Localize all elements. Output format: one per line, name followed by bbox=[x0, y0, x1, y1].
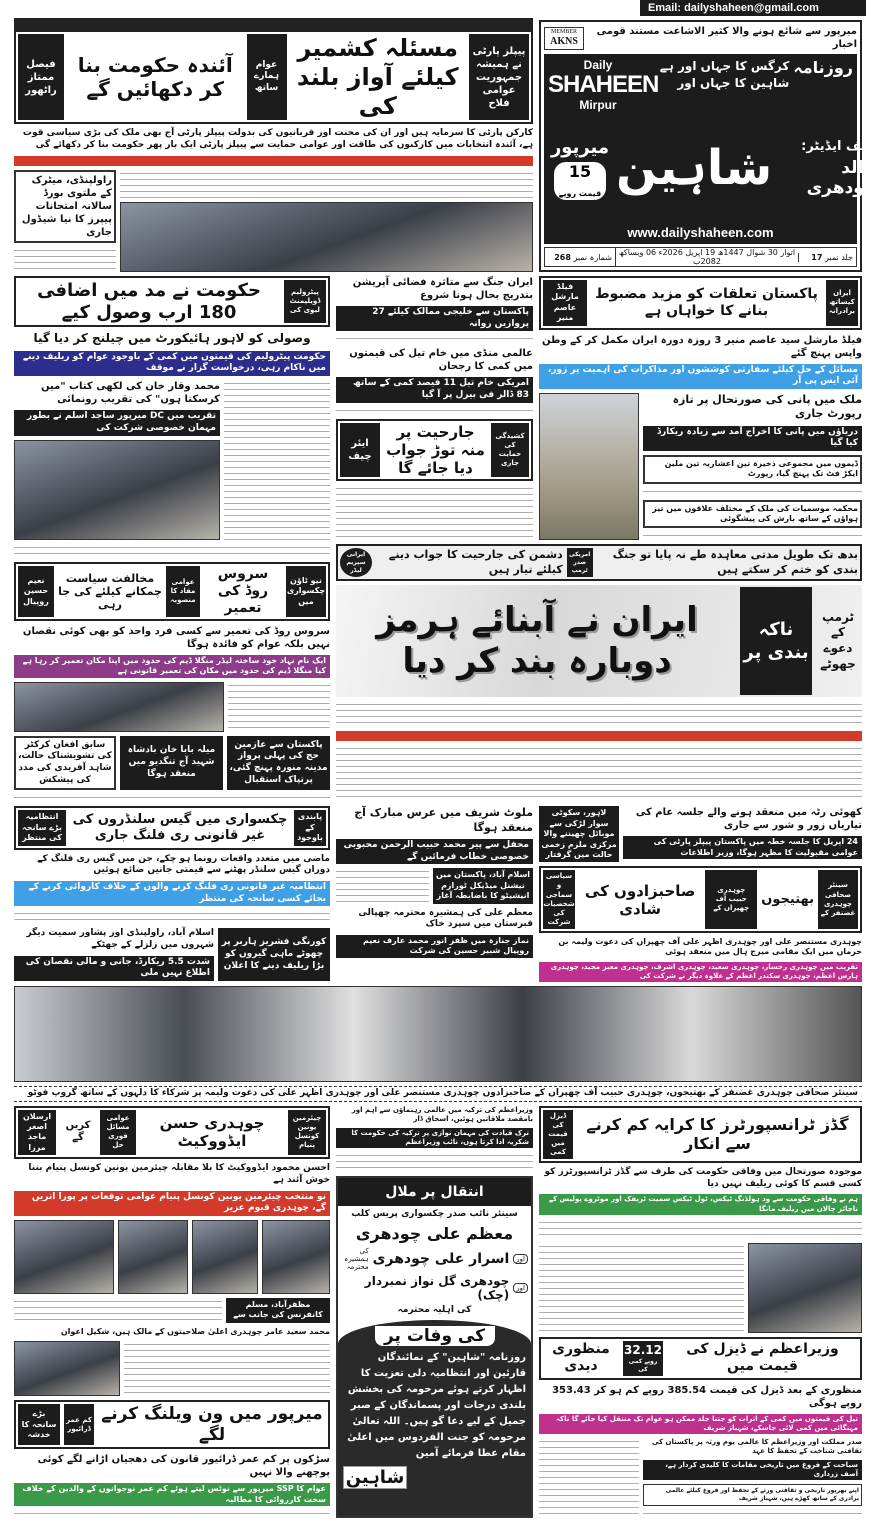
diesel-amount: 32.12 bbox=[624, 1342, 662, 1357]
iran-strap-box bbox=[336, 544, 862, 581]
news-text bbox=[14, 247, 116, 272]
left-column bbox=[14, 1106, 330, 1518]
portraits-row bbox=[14, 1220, 330, 1294]
field-marshal-photo bbox=[539, 393, 639, 541]
transport-headline-box bbox=[539, 1106, 862, 1163]
water-column bbox=[643, 393, 862, 541]
water-row bbox=[539, 393, 862, 541]
news-text bbox=[14, 910, 330, 924]
issue-number: 268 bbox=[554, 252, 571, 262]
left-column bbox=[14, 544, 330, 802]
wedding-tag-2: چوہدری حبیب آف چھپراں کے bbox=[705, 870, 757, 929]
left-column bbox=[14, 806, 330, 981]
iran-side-tag: ٹرمپ کے دعوے جھوٹے bbox=[820, 609, 856, 671]
wedding-headline: بھتیجوں bbox=[761, 891, 814, 907]
wedding-bar: تقریب میں چوہدری رخسار، چوہدری سعید، چوہدری اشرف، چوہدری معیز مجید، چوہدری ہارس اعظم، چوہدری سکندر اعظم کے علاوہ دیگر نے شرکت کی bbox=[539, 962, 862, 982]
book-launch-photo bbox=[14, 440, 220, 541]
obituary-line-5: کی اہلیہ محترمہ bbox=[397, 1305, 472, 1316]
obituary-ad bbox=[336, 1176, 533, 1518]
middle-column bbox=[336, 806, 533, 981]
news-text bbox=[14, 544, 330, 558]
air-chief-headline: جارحیت پر منہ توڑ جواب دیا جائے گا bbox=[386, 422, 485, 477]
volume-label: جلد نمبر bbox=[824, 252, 853, 262]
date-row bbox=[544, 247, 857, 267]
price-label: قیمت روپے bbox=[558, 189, 602, 199]
obituary-line-6: کی وفات پر bbox=[375, 1326, 495, 1346]
burial-headline: معظم علی کی ہمشیرہ محترمہ چھپالی قبرستان میں سپرد خاک bbox=[358, 907, 533, 930]
photo-column bbox=[120, 170, 533, 272]
news-text bbox=[228, 682, 330, 732]
service-road-photo-row bbox=[14, 682, 330, 732]
advocate-side-tag: ارسلان اصغر ماجد مرزا bbox=[18, 1110, 56, 1156]
service-road-photo bbox=[14, 682, 224, 732]
water-bar: دریاؤں میں پانی کا اخراج آمد سے زیادہ ریکارڈ کیا گیا bbox=[643, 426, 862, 451]
board-exams-headline: راولپنڈی، میٹرک کے ملتوی بورڈ سالانہ امتحانات پیپرز کا نیا شیڈول جاری bbox=[14, 170, 116, 243]
heritage-box: اپنے بھرپور تاریخی و ثقافتی ورثے کے تحفظ اور فروغ کیلئے عالمی برادری کے ساتھ کھڑے ہیں، شہباز شریف bbox=[643, 1484, 862, 1506]
khoi-ratta-headline: کھوئی رٹہ میں منعقد ہونے والے جلسہ عام کی تیاریاں زور و شور سے جاری bbox=[635, 807, 862, 832]
news-text bbox=[336, 1152, 533, 1172]
heritage-row bbox=[539, 1438, 862, 1518]
wedding-side-tag: سیاسی و سماجی شخصیات کی شرکت bbox=[543, 870, 575, 929]
gas-headline: چکسواری میں گیس سلنڈروں کی غیر قانونی ری فلنگ جاری bbox=[72, 812, 288, 843]
group-photo-caption: سینئر صحافی چوہدری غضنفر کے بھتیجوں، چوہدری حبیب آف چھپراں کے صاحبزادوں چوہدری مستنصر علی اور چوہدری اظہر علی کی دعوت ولیمہ پر شرکاء کا دلہوں کے ساتھ گروپ فوٹو bbox=[14, 1086, 862, 1102]
service-road-side-tag: نعیم حسین روپیال bbox=[18, 566, 54, 616]
news-text bbox=[539, 1438, 639, 1518]
news-text bbox=[643, 488, 862, 496]
top-banner-summary: کارکن پارٹی کا سرمایہ ہیں اور ان کی محنت اور قربانیوں کی بدولت پیپلز پارٹی آج بھی ملک کی بڑی سیاسی قوت ہے، آئندہ انتخابات میں کارکنوں کی طاقت اور عوامی حمایت سے پیپلز پارٹی ایک بار پھر حکومت بنا کر دکھائے گی bbox=[22, 128, 533, 151]
pak-iran-bar: مسائل کے حل کیلئے سفارتی کوششوں اور مذاکرات کی اہمیت پر زور، آئی ایس پی آر bbox=[539, 364, 862, 389]
air-chief-side-tag: ایئر چیف bbox=[340, 423, 380, 477]
obituary-row-3 bbox=[338, 1274, 531, 1302]
news-text bbox=[336, 868, 429, 903]
top-banner-left-tag: پیپلز پارٹی نے ہمیشہ جمہوریت عوامی فلاح bbox=[469, 34, 529, 120]
obituary-relation: کی ہمشیرہ محترمہ bbox=[344, 1247, 369, 1272]
oil-bar: امریکی خام تیل 11 فیصد کمی کے ساتھ 83 ڈالر فی بیرل پر آ گیا bbox=[336, 377, 533, 402]
lahore-headline: لاہور، سکوٹی سوار لڑکی سے موبائل چھیننے والا مرکزی ملزم زخمی حالت میں گرفتار bbox=[539, 806, 619, 862]
iran-strap-leader: دشمن کی جارحیت کا جواب دینے کیلئے تیار ہیں bbox=[388, 548, 563, 576]
chief-editor-label: چیف ایڈیٹر: bbox=[801, 139, 876, 155]
air-chief-headline-box bbox=[336, 419, 533, 481]
transport-bar: ہم نے وفاقی حکومت سے ود ہولڈنگ ٹیکس، ٹول ٹیکس سمیت ٹریفک اور موٹروے پولیس کے ناجائز چالان میں ریلیف مانگا bbox=[539, 1194, 862, 1214]
portrait-photo bbox=[748, 1243, 862, 1333]
trump-tag: امریکی صدر ٹرمپ bbox=[567, 548, 593, 577]
red-bar bbox=[14, 156, 533, 166]
news-text bbox=[336, 335, 533, 343]
diesel-subheadline: منظوری کے بعد ڈیزل کی قیمت 385.54 روپے کم ہو کر 353.43 روپے ہوگی bbox=[552, 1384, 862, 1409]
gas-subheadline: ماضی میں متعدد واقعات رونما ہو چکے، جن میں گیس ری فلنگ کے دوران گیس سلنڈر پھٹنے سے قیمتی جانیں ضائع ہوئیں bbox=[37, 853, 330, 876]
pak-iran-side-tag: فیلڈ مارشل عاصم منیر bbox=[543, 280, 587, 326]
right-column bbox=[539, 806, 862, 981]
councillor-headline: مظفرآباد، مسلم کانفرنس کی جانب سے bbox=[226, 1298, 330, 1323]
shaheen-en-logo: SHAHEEN bbox=[548, 71, 659, 98]
petrol-headline-box bbox=[14, 276, 330, 327]
transport-subheadline: موجودہ صورتحال میں وفاقی حکومت کی طرف سے گڈز ٹرانسپورٹرز کو کسی قسم کا کوئی ریلیف نہیں دیا bbox=[544, 1167, 862, 1189]
obituary-dark-panel bbox=[338, 1320, 531, 1516]
news-text bbox=[336, 407, 533, 415]
heritage-headline: صدر مملکت اور وزیراعظم کا عالمی یوم ورثہ پر پاکستان کی ثقافتی شناخت کے تحفظ کا عہد bbox=[651, 1437, 862, 1456]
khoi-row bbox=[539, 806, 862, 862]
blockade-tag: ناکہ بندی پر bbox=[740, 587, 812, 695]
board-photo-row bbox=[14, 170, 533, 272]
mirpur-en-label: Mirpur bbox=[579, 98, 617, 113]
meeting-row bbox=[14, 1341, 330, 1396]
transport-photo-row bbox=[539, 1243, 862, 1333]
service-road-bar: ایک نام نہاد خود ساختہ لیڈر منگلا ڈیم کی حدود میں اپنا مکان تعمیر کر رہا ہے کیا منگلا ڈیم کی حدود میں مکان کی تعمیر قانونی ہے bbox=[14, 655, 330, 678]
gas-headline-box bbox=[14, 806, 330, 849]
quake-bar: شدت 5.5 ریکارڈ، جانی و مالی نقصان کی اطلاع نہیں ملی bbox=[14, 956, 214, 981]
news-text-columns bbox=[120, 170, 533, 198]
group-photo-section bbox=[14, 986, 862, 1102]
councillor-row bbox=[14, 1298, 330, 1323]
pak-iran-tag: ایران کیساتھ برادرانہ bbox=[826, 280, 858, 326]
portrait-photo bbox=[262, 1220, 330, 1294]
diesel-amount-label: روپے کمی کی bbox=[628, 1358, 658, 1373]
band-2 bbox=[14, 276, 862, 540]
masthead-column bbox=[539, 0, 876, 272]
advocate-headline-2: کریں گے bbox=[65, 1120, 91, 1144]
water-headline: ملک میں پانی کی صورتحال پر تازہ رپورٹ جاری bbox=[672, 392, 862, 421]
book-column bbox=[14, 380, 220, 540]
obituary-line-1: سینئر نائب صدر چکسواری پریس کلب bbox=[351, 1208, 518, 1219]
news-text bbox=[643, 532, 862, 540]
oil-headline: عالمی منڈی میں خام تیل کی قیمتوں میں کمی کا رجحان bbox=[349, 348, 533, 373]
wheeling-side-tag: بڑے سانحہ کا خدشہ bbox=[18, 1404, 60, 1445]
service-road-tag-2: عوامی مفاد کا منصوبہ bbox=[166, 566, 200, 616]
portrait-photo bbox=[14, 1220, 114, 1294]
petrol-subheadline: وصولی کو لاہور ہائیکورٹ میں چیلنج کر دیا گیا bbox=[33, 331, 311, 346]
middle-column bbox=[336, 1106, 533, 1518]
wedding-headline-2: صاحبزادوں کی شادی bbox=[584, 881, 696, 918]
event-photo bbox=[120, 202, 533, 272]
khoi-ratta-bar: 24 اپریل کا جلسہ خطہ میں پاکستان پیپلز پارٹی کی عوامی مقبولیت کا مظہر ہوگا، وزیر اطلاعات bbox=[623, 836, 862, 859]
obituary-body: روزنامہ "شاہین" کے نمائندگان قارئین اور انتظامیہ دلی تعزیت کا اظہار کرتے ہوئے مرحومہ کی بخشش بلندی درجات اور پسماندگان کے صبر جمیل کے لیے دعا گو ہیں۔ اللہ تعالیٰ مرحومہ کو جنت الفردوس میں اعلیٰ مقام عطا فرمائے آمین bbox=[347, 1352, 526, 1460]
air-chief-tag: کشیدگی کی حمایت جاری bbox=[491, 423, 529, 477]
diesel-amount-badge bbox=[623, 1341, 663, 1376]
masthead-logo-box bbox=[544, 54, 876, 244]
right-column bbox=[539, 276, 862, 540]
service-road-subheadline: سروس روڈ کی تعمیر سے کسی فرد واحد کو بھی کوئی نقصان نہیں بلکہ عوام کو فائدہ ہوگا bbox=[22, 625, 330, 650]
urs-bar: محفل سے پیر محمد حبیب الرحمن محبوبی خصوصی خطاب فرمائیں گے bbox=[336, 839, 533, 864]
top-banner-mid-tag: عوام ہمارے ساتھ bbox=[247, 34, 287, 120]
advocate-tag: چیئرمین یونین کونسل پنیام bbox=[288, 1110, 326, 1156]
band-top bbox=[14, 0, 876, 272]
website-link[interactable]: www.dailyshaheen.com bbox=[627, 225, 774, 240]
news-text bbox=[336, 485, 533, 541]
advocate-headline: چوہدری حسن ایڈووکیٹ bbox=[159, 1114, 265, 1151]
band-bottom bbox=[14, 1106, 862, 1518]
board-column bbox=[14, 170, 116, 272]
volume bbox=[798, 253, 856, 262]
motto: کرگس کا جہاں اور ہے شاہین کا جہاں اور bbox=[659, 59, 790, 90]
wheeling-headline: میرپور میں ون ویلنگ کرنے لگے bbox=[101, 1404, 323, 1445]
obituary-name-1: معظم علی چودھری bbox=[355, 1223, 514, 1243]
top-left-area bbox=[14, 0, 533, 272]
pak-iran-headline: پاکستان تعلقات کو مزید مضبوط بنانے کا خواہاں ہے bbox=[595, 285, 818, 319]
gas-bar: انتظامیہ غیر قانونی ری فلنگ کرنے والوں کے خلاف کاروائی کرنے کے بجائے کسی سانحہ کی منتظر bbox=[14, 881, 330, 906]
wheeling-tag: کم عمر ڈرائیور bbox=[64, 1404, 94, 1445]
portrait-photo bbox=[118, 1220, 188, 1294]
member-label: MEMBER bbox=[550, 28, 577, 35]
iran-main-headline-box bbox=[336, 585, 862, 697]
left-column bbox=[14, 276, 330, 540]
wheeling-subheadline: سڑکوں پر کم عمر ڈرائیور قانون کی دھجیاں اڑانے لگے کوئی پوچھنے والا نہیں bbox=[37, 1454, 330, 1479]
mini-stories-row bbox=[14, 736, 330, 791]
turkey-headline: وزیراعظم کی ترکیہ میں عالمی رہنماؤں سے اہم اور بامقصد ملاقاتیں ہوئیں، اسحاق ڈار bbox=[351, 1105, 533, 1123]
flights-bar: پاکستان سے خلیجی ممالک کیلئے 27 پروازیں روانہ bbox=[336, 306, 533, 331]
service-road-headline-box bbox=[14, 562, 330, 620]
news-text bbox=[14, 1510, 330, 1518]
obituary-title: انتقال پر ملال bbox=[338, 1178, 531, 1206]
obituary-name-2: اسرار علی چودھری bbox=[372, 1251, 510, 1268]
chief-editor-column bbox=[776, 139, 876, 198]
obituary-and-2: اور bbox=[513, 1283, 528, 1293]
news-text bbox=[336, 745, 862, 802]
news-text bbox=[124, 1341, 330, 1396]
red-bar bbox=[336, 731, 862, 741]
price-value: 15 bbox=[568, 162, 592, 182]
top-banner-headline-2: آئندہ حکومت بنا کر دکھائیں گے bbox=[77, 53, 233, 102]
book-row bbox=[14, 380, 330, 540]
heritage-bar: سیاحت کے فروغ میں تاریخی مقامات کا کلیدی کردار ہے، آصف زرداری bbox=[643, 1460, 862, 1480]
iran-column bbox=[336, 544, 862, 802]
iran-strap-trump: بدھ تک طویل مدتی معاہدہ طے نہ پایا تو جنگ بندی کو ختم کر سکتے ہیں bbox=[612, 548, 858, 576]
advocate-bar: نو منتخب چیئرمین یونین کونسل پنیام عوامی توقعات پر پورا اتریں گے، چوہدری قیوم عزیز bbox=[14, 1191, 330, 1216]
wheeling-bar: عوام کا SSP میرپور سے نوٹس لیتے ہوئے کم عمر نوجوانوں کے والدین کے خلاف سخت کارروائی کا مطالبہ bbox=[14, 1483, 330, 1506]
pak-iran-headline-box bbox=[539, 276, 862, 330]
urdu-title-logo: شاہین bbox=[616, 140, 773, 197]
akns-row bbox=[544, 25, 857, 51]
tagline: میرپور سے شائع ہونے والا کثیر الاشاعت مستند قومی اخبار bbox=[596, 26, 857, 50]
price-badge bbox=[554, 162, 606, 200]
wedding-subheadline: چوہدری مستنصر علی اور چوہدری اظہر علی آف چھپراں کی دعوت ولیمہ بن خرماں میں ایک مقامی میرج ہال میں منعقد ہوئی bbox=[558, 936, 862, 957]
obituary-name-3: چودھری گل نواز نمبردار (چک) bbox=[364, 1274, 510, 1303]
middle-column bbox=[336, 276, 533, 540]
water-box-1: ڈیموں میں مجموعی ذخیرہ تین اعشاریہ تین ملین ایکڑ فٹ تک پہنچ گیا، رپورٹ bbox=[643, 455, 862, 484]
masthead-row-2 bbox=[548, 116, 876, 221]
diesel-headline-box bbox=[539, 1337, 862, 1380]
mela-headline: میلہ بابا خان بادشاہ شہید آج تنگدیو میں منعقد ہوگا bbox=[120, 736, 223, 791]
book-launch-headline: محمد وقار خان کی لکھی کتاب "میں کرسکتا ہوں" کی تقریب رونمائی bbox=[41, 381, 220, 406]
english-logo bbox=[548, 58, 659, 113]
chief-editor-name: خالد چودھری bbox=[806, 158, 876, 199]
wheeling-headline-box bbox=[14, 1400, 330, 1449]
burial-bar: نماز جنازہ میں ظفر انور محمد عارف نعیم روپیال شبیر حسین کی شرکت bbox=[336, 935, 533, 958]
news-text bbox=[336, 701, 862, 727]
obituary-and-1: اور bbox=[513, 1254, 528, 1264]
news-text bbox=[539, 1243, 744, 1333]
shaheen-logo-small: شاہین bbox=[343, 1466, 407, 1489]
service-road-headline-2: مخالفت سیاست چمکانے کیلئے کی جا رہی bbox=[58, 571, 162, 612]
issue-label: شمارہ نمبر bbox=[573, 252, 612, 262]
group-photo bbox=[14, 986, 862, 1082]
top-banner bbox=[14, 18, 533, 124]
gas-side-tag: انتظامیہ بڑے سانحہ کی منتظر bbox=[18, 810, 66, 845]
quake-column bbox=[14, 928, 214, 981]
iran-main-headline: ایران نے آبنائے ہرمز دوبارہ بند کر دیا bbox=[376, 600, 698, 682]
urs-headline: ملوٹ شریف میں عرس مبارک آج منعقد ہوگا bbox=[354, 806, 533, 834]
band-3 bbox=[14, 544, 862, 802]
quake-row bbox=[14, 928, 330, 981]
email-bar[interactable]: Email: dailyshaheen@gmail.com bbox=[640, 0, 866, 16]
date-line: اتوار 30 شوال 1447ھ 19 اپریل 2026ء 06 ویساکھ 2082ب bbox=[615, 248, 798, 266]
advocate-tag-2: عوامی مسائل فوری حل bbox=[100, 1110, 136, 1156]
supreme-leader-tag: ایرانی سپریم لیڈر bbox=[340, 548, 372, 577]
advocate-subheadline: احسن محمود ایڈووکیٹ کا بلا مقابلہ چیئرمین یونین کونسل پنیام بننا خوش آئند ہے bbox=[28, 1163, 330, 1185]
urs-row bbox=[336, 868, 533, 903]
book-launch-bar: تقریب میں DC میرپور ساجد اسلم نے بطور مہمان خصوصی شرکت کی bbox=[14, 410, 220, 435]
heritage-column bbox=[643, 1438, 862, 1518]
wedding-tag-1: سینئر صحافی چوہدری غضنفر کے bbox=[818, 870, 858, 929]
akns-label: AKNS bbox=[550, 35, 578, 47]
pak-iran-subheadline: فیلڈ مارشل سید عاصم منیر 3 روزہ دورہ ایران مکمل کر کے وطن واپس پہنچ گئے bbox=[542, 334, 862, 359]
news-text bbox=[14, 1298, 222, 1323]
meeting-photo bbox=[14, 1341, 120, 1396]
masthead-row-1 bbox=[548, 58, 853, 112]
obituary-row-2 bbox=[338, 1247, 531, 1271]
khoi-column bbox=[623, 806, 862, 862]
city-urdu-label: میرپور bbox=[550, 137, 610, 159]
issue bbox=[545, 253, 615, 262]
diesel-headline-2: منظوری دیدی bbox=[552, 1341, 610, 1375]
transport-headline: گڈز ٹرانسپورٹرز کا کرایہ کم کرنے سے انکار bbox=[586, 1115, 849, 1154]
akns-badge bbox=[544, 27, 584, 50]
roznama-label: روزنامہ bbox=[793, 58, 853, 77]
water-box-2: محکمہ موسمیات کی ملک کے مختلف علاقوں میں تیز ہواؤں کے ساتھ بارش کی پیشگوئی bbox=[643, 500, 862, 529]
petrol-headline: حکومت نے مد میں اضافی 180 ارب وصول کیے bbox=[37, 280, 261, 323]
daily-label: Daily bbox=[583, 58, 613, 72]
petrol-bar: حکومت پیٹرولیم کی قیمتوں میں کمی کے باوجود عوام کو ریلیف دینے میں ناکام رہی، درخواست گزار نے موقف bbox=[14, 351, 330, 376]
news-text bbox=[14, 794, 330, 802]
diesel-bar: تیل کی قیمتوں میں کمی کے اثرات کو جتنا جلد ممکن ہو عوام تک منتقل کیا جائے گا تاکہ مہنگائی میں کمی لائی جاسکے، شہباز شریف bbox=[539, 1414, 862, 1434]
band-4 bbox=[14, 806, 862, 981]
masthead bbox=[539, 20, 876, 272]
councillor-subheadline: محمد سعید عامر چوہدری اعلیٰ صلاحیتوں کے مالک ہیں، شکیل اعوان bbox=[60, 1326, 330, 1336]
afghan-cricketer-headline: سابق افغان کرکٹر کی تشویشناک حالت، شاہد آفریدی کی مدد کی پیشکش bbox=[14, 736, 116, 791]
flights-headline: ایران جنگ سے متاثرہ فضائی آپریشن بتدریج بحال ہونا شروع bbox=[352, 277, 533, 301]
fishermen-headline: کورنگی فشریز ہاربر پر چھوٹے ماہی گیروں کو بڑا ریلیف دینے کا اعلان bbox=[218, 928, 330, 981]
transport-tag: ڈیزل کی قیمت میں کمی bbox=[543, 1110, 573, 1159]
service-road-headline: سروس روڈ کی تعمیر bbox=[217, 566, 269, 617]
right-column bbox=[539, 1106, 862, 1518]
news-text bbox=[643, 1510, 862, 1518]
wedding-headline-box bbox=[539, 866, 862, 933]
top-banner-headline: مسئلہ کشمیر کیلئے آواز بلند کی bbox=[296, 34, 459, 120]
service-road-tag-1: نیو ٹاؤن چکسواری میں bbox=[286, 566, 326, 616]
petrol-tag: پیٹرولیم ڈویلپمنٹ لیوی کی bbox=[284, 280, 326, 323]
medical-tourism-headline: اسلام آباد، پاکستان میں نیشنل میڈیکل ٹورازم انیشیٹو کا باضابطہ آغاز bbox=[433, 868, 533, 903]
quake-headline: اسلام آباد، راولپنڈی اور پشاور سمیت دیگر شہروں میں زلزلے کے جھٹکے bbox=[26, 928, 214, 950]
volume-number: 17 bbox=[811, 252, 823, 262]
hajj-flight-headline: پاکستان سے عازمین حج کی پہلی پرواز مدینہ منورہ پہنچ گئی، پرتپاک استقبال bbox=[227, 736, 330, 791]
turkey-bar: ترک قیادت کی مہمان نوازی پر ترکیہ کی حکومت کا شکریہ ادا کرتا ہوں، نائب وزیراعظم bbox=[336, 1128, 533, 1148]
advocate-headline-box bbox=[14, 1106, 330, 1160]
news-text bbox=[224, 380, 330, 540]
city-price-column bbox=[548, 137, 612, 200]
top-banner-right-tag: فیصل ممتاز راٹھور bbox=[18, 34, 64, 120]
gas-tag: پابندی کے باوجود bbox=[294, 810, 326, 845]
diesel-headline: وزیراعظم نے ڈیزل کی قیمت میں bbox=[686, 1341, 839, 1375]
portrait-photo bbox=[192, 1220, 258, 1294]
news-text bbox=[539, 1219, 862, 1239]
